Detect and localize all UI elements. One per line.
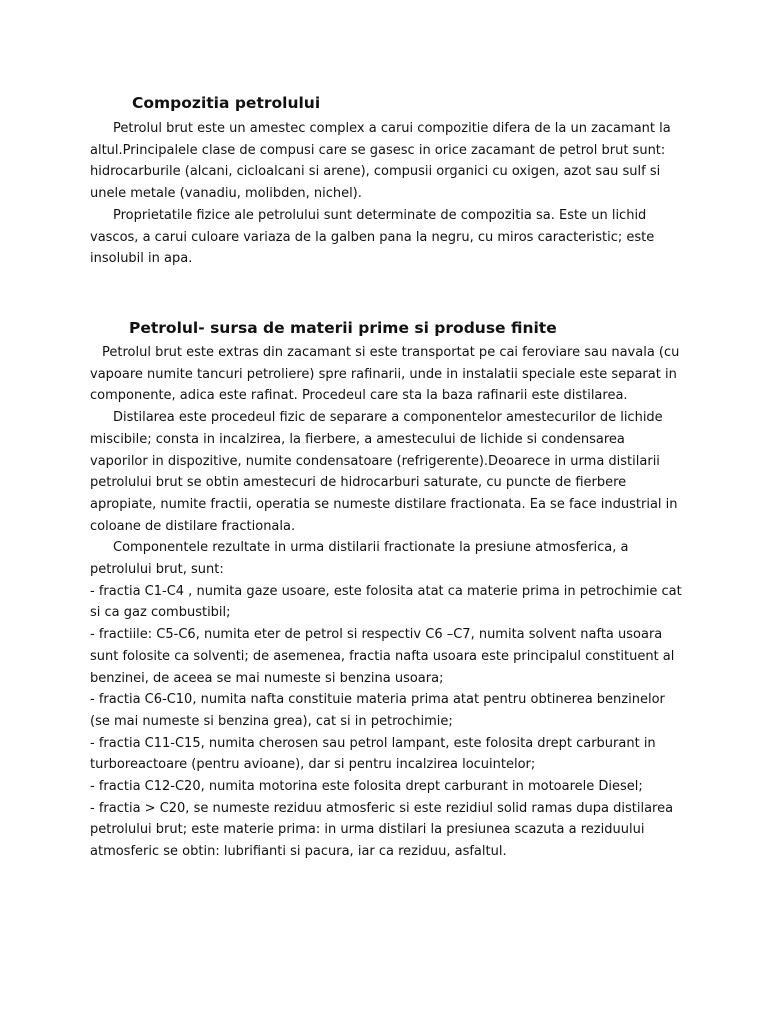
section-raw-materials-body (90, 342, 682, 863)
paragraph: Petrolul brut este un amestec complex a carui compozitie difera de la un zacamant la altul.Principalele clase de compusi care se gasesc in orice zacamant de petrol brut sunt: hidrocarburile (alcani, cicloalcani si arene), compusii organici cu oxigen, azot sau sulf si unele metale (vanadiu, molibden, nichel). (90, 121, 671, 202)
fraction-item: - fractia > C20, se numeste reziduu atmosferic si este rezidiul solid ramas dupa distilarea petrolului brut; este materie prima: in urma distilari la presiunea scazuta a reziduului atmosferic se obtin: lubrifianti si pacura, iar ca reziduu, asfaltul. (90, 800, 674, 860)
section-title-composition: Compozitia petrolului (132, 94, 321, 112)
fraction-item: - fractiile: C5-C6, numita eter de petrol si respectiv C6 –C7, numita solvent nafta usoara sunt folosite ca solventi; de asemenea, fractia nafta usoara este principalul constituent al benzinei, de aceea se mai numeste si benzina usoara; (90, 627, 675, 686)
fraction-item: - fractia C11-C15, numita cherosen sau petrol lampant, este folosita drept carburant in turboreactoare (pentru avioane), dar si pentru incalzirea locuintelor; (90, 735, 656, 773)
paragraph: Componentele rezultate in urma distilarii fractionate la presiune atmosferica, a petrolului brut, sunt: (90, 540, 629, 578)
fraction-item: - fractia C1-C4 , numita gaze usoare, este folosita atat ca materie prima in petrochimie cat si ca gaz combustibil; (90, 583, 682, 621)
fraction-item: - fractia C6-C10, numita nafta constituie materia prima atat pentru obtinerea benzinelor (se mai numeste si benzina grea), cat si in petrochimie; (90, 692, 665, 729)
fraction-item: - fractia C12-C20, numita motorina este folosita drept carburant in motoarele Diesel; (90, 779, 643, 795)
section-composition-body (90, 118, 682, 270)
paragraph: Petrolul brut este extras din zacamant si este transportat pe cai feroviare sau navala (cu vapoare numite tancuri petroliere) spre rafinarii, unde in instalatii speciale este separat in componente, adica este rafinat. Procedeul care sta la baza rafinarii este distilarea. (90, 345, 680, 404)
section-title-raw-materials: Petrolul- sursa de materii prime si produse finite (129, 319, 557, 337)
fractions-list (90, 581, 682, 863)
paragraph: Proprietatile fizice ale petrolului sunt determinate de compozitia sa. Este un lichid vascos, a carui culoare variaza de la galben pana la negru, cu miros caracteristic; este insolubil in apa. (90, 207, 655, 267)
paragraph: Distilarea este procedeul fizic de separare a componentelor amestecurilor de lichide miscibile; consta in incalzirea, la fierbere, a amestecului de lichide si condensarea vaporilor in dispozitive, numite condensatoare (refrigerente).Deoarece in urma distilarii petrolului brut se obtin amestecuri de hidrocarburi saturate, cu puncte de fierbere apropiate, numite fractii, operatia se numeste distilare fractionata. Ea se face industrial in coloane de distilare fractionala. (90, 410, 678, 534)
